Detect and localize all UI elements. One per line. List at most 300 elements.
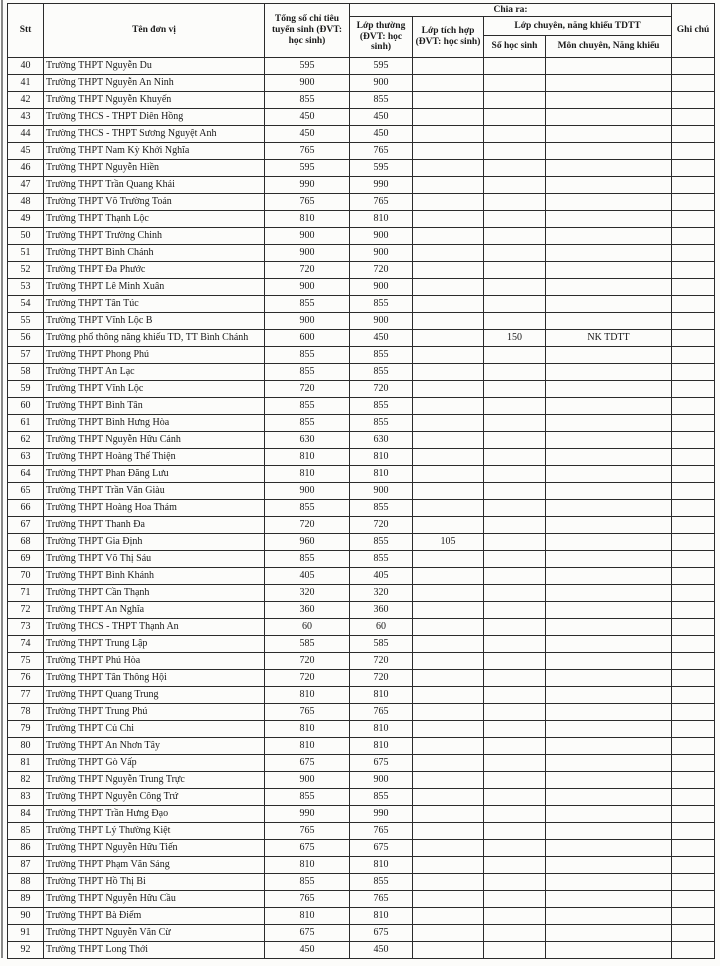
cell-note	[672, 313, 715, 330]
cell-integrated-class-quota	[413, 857, 484, 874]
cell-note	[672, 857, 715, 874]
cell-specialized-subject	[546, 551, 672, 568]
cell-total-quota: 855	[265, 874, 350, 891]
cell-specialized-student-count	[484, 449, 546, 466]
table-row	[8, 551, 715, 568]
cell-integrated-class-quota	[413, 500, 484, 517]
table-row	[8, 891, 715, 908]
cell-integrated-class-quota	[413, 483, 484, 500]
cell-specialized-subject	[546, 568, 672, 585]
cell-school-name: Trường THCS - THPT Thạnh An	[44, 619, 265, 636]
cell-specialized-subject	[546, 279, 672, 296]
cell-specialized-subject	[546, 891, 672, 908]
table-row	[8, 347, 715, 364]
cell-integrated-class-quota	[413, 891, 484, 908]
cell-regular-class-quota: 855	[350, 347, 413, 364]
cell-specialized-student-count	[484, 245, 546, 262]
cell-regular-class-quota: 855	[350, 364, 413, 381]
cell-stt: 49	[8, 211, 44, 228]
table-row	[8, 585, 715, 602]
cell-stt: 74	[8, 636, 44, 653]
table-row	[8, 262, 715, 279]
table-row	[8, 687, 715, 704]
table-row	[8, 279, 715, 296]
cell-specialized-subject	[546, 823, 672, 840]
cell-total-quota: 855	[265, 500, 350, 517]
cell-school-name: Trường THPT Tân Thông Hội	[44, 670, 265, 687]
cell-stt: 85	[8, 823, 44, 840]
cell-specialized-subject	[546, 211, 672, 228]
cell-total-quota: 720	[265, 262, 350, 279]
cell-stt: 70	[8, 568, 44, 585]
cell-integrated-class-quota	[413, 823, 484, 840]
cell-specialized-student-count	[484, 585, 546, 602]
cell-note	[672, 381, 715, 398]
cell-specialized-student-count	[484, 177, 546, 194]
cell-note	[672, 636, 715, 653]
cell-stt: 46	[8, 160, 44, 177]
table-row	[8, 823, 715, 840]
cell-school-name: Trường THPT Bình Chánh	[44, 245, 265, 262]
cell-regular-class-quota: 810	[350, 687, 413, 704]
table-row	[8, 177, 715, 194]
cell-regular-class-quota: 675	[350, 840, 413, 857]
cell-total-quota: 855	[265, 92, 350, 109]
cell-stt: 59	[8, 381, 44, 398]
cell-school-name: Trường THPT Vĩnh Lộc	[44, 381, 265, 398]
cell-integrated-class-quota	[413, 143, 484, 160]
cell-note	[672, 551, 715, 568]
cell-specialized-subject	[546, 228, 672, 245]
table-row	[8, 466, 715, 483]
cell-note	[672, 738, 715, 755]
cell-regular-class-quota: 855	[350, 500, 413, 517]
table-row	[8, 126, 715, 143]
table-row	[8, 143, 715, 160]
cell-stt: 89	[8, 891, 44, 908]
cell-stt: 56	[8, 330, 44, 347]
cell-specialized-subject	[546, 177, 672, 194]
table-row	[8, 449, 715, 466]
cell-school-name: Trường THPT Trung Lập	[44, 636, 265, 653]
cell-total-quota: 360	[265, 602, 350, 619]
cell-total-quota: 585	[265, 636, 350, 653]
cell-school-name: Trường THPT Lê Minh Xuân	[44, 279, 265, 296]
cell-total-quota: 675	[265, 925, 350, 942]
cell-integrated-class-quota	[413, 330, 484, 347]
cell-stt: 53	[8, 279, 44, 296]
cell-regular-class-quota: 810	[350, 721, 413, 738]
cell-note	[672, 177, 715, 194]
table-row	[8, 602, 715, 619]
cell-integrated-class-quota	[413, 738, 484, 755]
cell-note	[672, 517, 715, 534]
cell-school-name: Trường THPT Phong Phú	[44, 347, 265, 364]
cell-regular-class-quota: 900	[350, 245, 413, 262]
cell-total-quota: 810	[265, 721, 350, 738]
cell-specialized-student-count	[484, 704, 546, 721]
cell-regular-class-quota: 990	[350, 806, 413, 823]
cell-note	[672, 568, 715, 585]
cell-specialized-student-count	[484, 687, 546, 704]
cell-stt: 60	[8, 398, 44, 415]
cell-total-quota: 810	[265, 738, 350, 755]
cell-school-name: Trường THPT Gò Vấp	[44, 755, 265, 772]
cell-specialized-subject	[546, 500, 672, 517]
cell-regular-class-quota: 855	[350, 296, 413, 313]
cell-regular-class-quota: 675	[350, 925, 413, 942]
cell-regular-class-quota: 900	[350, 279, 413, 296]
cell-stt: 65	[8, 483, 44, 500]
cell-specialized-student-count	[484, 347, 546, 364]
cell-specialized-student-count	[484, 313, 546, 330]
cell-specialized-subject	[546, 143, 672, 160]
cell-integrated-class-quota	[413, 874, 484, 891]
cell-stt: 76	[8, 670, 44, 687]
cell-note	[672, 806, 715, 823]
col-header-chia-ra: Chia ra:	[350, 4, 672, 17]
cell-stt: 77	[8, 687, 44, 704]
table-row	[8, 534, 715, 551]
cell-specialized-student-count	[484, 670, 546, 687]
cell-total-quota: 855	[265, 398, 350, 415]
cell-integrated-class-quota	[413, 364, 484, 381]
cell-note	[672, 211, 715, 228]
cell-total-quota: 765	[265, 823, 350, 840]
cell-specialized-subject	[546, 347, 672, 364]
cell-total-quota: 320	[265, 585, 350, 602]
table-row	[8, 296, 715, 313]
cell-specialized-subject	[546, 857, 672, 874]
cell-specialized-student-count	[484, 568, 546, 585]
cell-school-name: Trường THCS - THPT Diên Hồng	[44, 109, 265, 126]
cell-stt: 82	[8, 772, 44, 789]
cell-regular-class-quota: 810	[350, 466, 413, 483]
cell-integrated-class-quota	[413, 381, 484, 398]
cell-regular-class-quota: 450	[350, 126, 413, 143]
cell-note	[672, 109, 715, 126]
table-header	[8, 4, 715, 58]
cell-integrated-class-quota	[413, 568, 484, 585]
cell-specialized-student-count	[484, 534, 546, 551]
cell-integrated-class-quota	[413, 704, 484, 721]
cell-total-quota: 990	[265, 806, 350, 823]
table-row	[8, 857, 715, 874]
cell-total-quota: 810	[265, 211, 350, 228]
cell-integrated-class-quota: 105	[413, 534, 484, 551]
cell-regular-class-quota: 900	[350, 772, 413, 789]
cell-total-quota: 900	[265, 483, 350, 500]
cell-note	[672, 432, 715, 449]
cell-school-name: Trường THPT Hoàng Hoa Thám	[44, 500, 265, 517]
cell-stt: 80	[8, 738, 44, 755]
cell-integrated-class-quota	[413, 755, 484, 772]
cell-stt: 72	[8, 602, 44, 619]
cell-regular-class-quota: 595	[350, 58, 413, 75]
cell-total-quota: 600	[265, 330, 350, 347]
cell-note	[672, 908, 715, 925]
cell-total-quota: 855	[265, 551, 350, 568]
cell-specialized-subject	[546, 194, 672, 211]
cell-school-name: Trường THPT An Nghĩa	[44, 602, 265, 619]
cell-specialized-subject	[546, 517, 672, 534]
cell-note	[672, 670, 715, 687]
cell-integrated-class-quota	[413, 262, 484, 279]
cell-school-name: Trường THPT Phạm Văn Sáng	[44, 857, 265, 874]
cell-specialized-student-count	[484, 92, 546, 109]
cell-specialized-student-count	[484, 160, 546, 177]
cell-regular-class-quota: 810	[350, 908, 413, 925]
cell-note	[672, 891, 715, 908]
cell-integrated-class-quota	[413, 517, 484, 534]
cell-school-name: Trường THPT Nguyễn Hiền	[44, 160, 265, 177]
table-row	[8, 432, 715, 449]
cell-regular-class-quota: 810	[350, 211, 413, 228]
cell-specialized-subject	[546, 296, 672, 313]
table-row	[8, 772, 715, 789]
col-header-so-hoc-sinh: Số học sinh	[484, 36, 546, 58]
cell-school-name: Trường THPT Bình Hưng Hòa	[44, 415, 265, 432]
cell-total-quota: 900	[265, 313, 350, 330]
cell-school-name: Trường THPT Nguyễn Du	[44, 58, 265, 75]
cell-specialized-student-count	[484, 517, 546, 534]
cell-note	[672, 789, 715, 806]
cell-specialized-student-count	[484, 109, 546, 126]
cell-specialized-subject	[546, 874, 672, 891]
cell-stt: 91	[8, 925, 44, 942]
cell-specialized-subject	[546, 925, 672, 942]
cell-specialized-student-count	[484, 211, 546, 228]
table-row	[8, 721, 715, 738]
cell-stt: 55	[8, 313, 44, 330]
cell-integrated-class-quota	[413, 772, 484, 789]
cell-total-quota: 960	[265, 534, 350, 551]
cell-school-name: Trường THPT Trần Quang Khải	[44, 177, 265, 194]
table-row	[8, 636, 715, 653]
cell-note	[672, 653, 715, 670]
cell-note	[672, 687, 715, 704]
cell-integrated-class-quota	[413, 789, 484, 806]
cell-school-name: Trường THPT Đa Phước	[44, 262, 265, 279]
cell-school-name: Trường THPT Phú Hòa	[44, 653, 265, 670]
cell-integrated-class-quota	[413, 551, 484, 568]
cell-specialized-subject	[546, 483, 672, 500]
cell-total-quota: 855	[265, 364, 350, 381]
cell-stt: 88	[8, 874, 44, 891]
cell-note	[672, 194, 715, 211]
cell-integrated-class-quota	[413, 636, 484, 653]
cell-total-quota: 810	[265, 857, 350, 874]
cell-stt: 40	[8, 58, 44, 75]
cell-regular-class-quota: 855	[350, 874, 413, 891]
cell-specialized-subject	[546, 449, 672, 466]
cell-total-quota: 900	[265, 75, 350, 92]
cell-school-name: Trường THPT Nguyễn Khuyến	[44, 92, 265, 109]
col-header-ghi-chu: Ghi chú	[672, 4, 715, 58]
cell-specialized-student-count	[484, 653, 546, 670]
table-row	[8, 245, 715, 262]
cell-integrated-class-quota	[413, 228, 484, 245]
cell-regular-class-quota: 810	[350, 449, 413, 466]
cell-regular-class-quota: 720	[350, 670, 413, 687]
table-row	[8, 58, 715, 75]
cell-school-name: Trường THPT Nam Kỳ Khởi Nghĩa	[44, 143, 265, 160]
cell-regular-class-quota: 765	[350, 704, 413, 721]
cell-school-name: Trường THPT Bình Khánh	[44, 568, 265, 585]
cell-specialized-student-count	[484, 296, 546, 313]
cell-stt: 78	[8, 704, 44, 721]
cell-note	[672, 942, 715, 959]
cell-school-name: Trường THPT Bình Tân	[44, 398, 265, 415]
cell-stt: 73	[8, 619, 44, 636]
table-row	[8, 75, 715, 92]
cell-regular-class-quota: 720	[350, 262, 413, 279]
cell-note	[672, 75, 715, 92]
cell-integrated-class-quota	[413, 398, 484, 415]
cell-integrated-class-quota	[413, 585, 484, 602]
cell-school-name: Trường THPT Võ Thị Sáu	[44, 551, 265, 568]
table-row	[8, 364, 715, 381]
cell-specialized-student-count	[484, 823, 546, 840]
cell-note	[672, 874, 715, 891]
cell-integrated-class-quota	[413, 347, 484, 364]
cell-regular-class-quota: 585	[350, 636, 413, 653]
cell-total-quota: 675	[265, 755, 350, 772]
table-row	[8, 738, 715, 755]
cell-stt: 79	[8, 721, 44, 738]
cell-school-name: Trường THPT Trần Văn Giàu	[44, 483, 265, 500]
cell-school-name: Trường THPT Nguyễn Hữu Cầu	[44, 891, 265, 908]
cell-specialized-subject	[546, 398, 672, 415]
cell-stt: 54	[8, 296, 44, 313]
cell-school-name: Trường THPT An Lạc	[44, 364, 265, 381]
cell-specialized-student-count	[484, 432, 546, 449]
cell-regular-class-quota: 855	[350, 789, 413, 806]
cell-specialized-subject	[546, 381, 672, 398]
cell-total-quota: 405	[265, 568, 350, 585]
table-row	[8, 211, 715, 228]
cell-note	[672, 840, 715, 857]
table-row	[8, 942, 715, 959]
cell-specialized-subject	[546, 840, 672, 857]
cell-total-quota: 810	[265, 466, 350, 483]
cell-specialized-student-count	[484, 789, 546, 806]
cell-regular-class-quota: 360	[350, 602, 413, 619]
cell-specialized-student-count: 150	[484, 330, 546, 347]
cell-stt: 67	[8, 517, 44, 534]
cell-regular-class-quota: 900	[350, 228, 413, 245]
cell-specialized-student-count	[484, 857, 546, 874]
cell-integrated-class-quota	[413, 211, 484, 228]
cell-note	[672, 228, 715, 245]
cell-regular-class-quota: 990	[350, 177, 413, 194]
cell-regular-class-quota: 595	[350, 160, 413, 177]
cell-total-quota: 595	[265, 160, 350, 177]
cell-regular-class-quota: 810	[350, 738, 413, 755]
col-header-ten-don-vi: Tên đơn vị	[44, 4, 265, 58]
cell-school-name: Trường THPT Vĩnh Lộc B	[44, 313, 265, 330]
cell-specialized-subject	[546, 245, 672, 262]
cell-school-name: Trường THPT Trần Hưng Đạo	[44, 806, 265, 823]
cell-specialized-subject	[546, 92, 672, 109]
cell-specialized-student-count	[484, 908, 546, 925]
cell-integrated-class-quota	[413, 687, 484, 704]
cell-total-quota: 450	[265, 126, 350, 143]
cell-specialized-subject	[546, 313, 672, 330]
cell-note	[672, 704, 715, 721]
cell-specialized-student-count	[484, 602, 546, 619]
cell-integrated-class-quota	[413, 670, 484, 687]
cell-specialized-subject: NK TDTT	[546, 330, 672, 347]
col-header-tong-so-chi-tieu: Tổng số chỉ tiêu tuyển sinh (ĐVT: học sinh)	[265, 4, 350, 58]
cell-regular-class-quota: 450	[350, 942, 413, 959]
table-row	[8, 500, 715, 517]
table-row	[8, 92, 715, 109]
cell-stt: 50	[8, 228, 44, 245]
cell-total-quota: 810	[265, 908, 350, 925]
col-header-stt: Stt	[8, 4, 44, 58]
cell-specialized-student-count	[484, 925, 546, 942]
cell-total-quota: 675	[265, 840, 350, 857]
cell-regular-class-quota: 720	[350, 381, 413, 398]
cell-note	[672, 262, 715, 279]
cell-integrated-class-quota	[413, 653, 484, 670]
cell-specialized-subject	[546, 670, 672, 687]
cell-note	[672, 364, 715, 381]
cell-note	[672, 466, 715, 483]
cell-total-quota: 630	[265, 432, 350, 449]
cell-integrated-class-quota	[413, 160, 484, 177]
cell-specialized-subject	[546, 806, 672, 823]
cell-integrated-class-quota	[413, 415, 484, 432]
cell-stt: 45	[8, 143, 44, 160]
cell-specialized-student-count	[484, 636, 546, 653]
cell-school-name: Trường THPT Long Thới	[44, 942, 265, 959]
cell-school-name: Trường THPT Thạnh Lộc	[44, 211, 265, 228]
cell-stt: 64	[8, 466, 44, 483]
cell-specialized-subject	[546, 466, 672, 483]
cell-specialized-student-count	[484, 143, 546, 160]
cell-regular-class-quota: 720	[350, 653, 413, 670]
cell-school-name: Trường THPT Hoàng Thế Thiện	[44, 449, 265, 466]
cell-total-quota: 720	[265, 653, 350, 670]
cell-stt: 84	[8, 806, 44, 823]
cell-stt: 57	[8, 347, 44, 364]
cell-specialized-subject	[546, 602, 672, 619]
cell-regular-class-quota: 900	[350, 313, 413, 330]
col-header-lop-thuong: Lớp thường (ĐVT: học sinh)	[350, 17, 413, 58]
cell-regular-class-quota: 60	[350, 619, 413, 636]
table-row	[8, 806, 715, 823]
cell-note	[672, 143, 715, 160]
cell-total-quota: 990	[265, 177, 350, 194]
cell-stt: 90	[8, 908, 44, 925]
table-row	[8, 330, 715, 347]
cell-note	[672, 602, 715, 619]
cell-specialized-student-count	[484, 194, 546, 211]
scan-edge-artifact	[1, 0, 3, 958]
cell-specialized-student-count	[484, 466, 546, 483]
cell-specialized-student-count	[484, 840, 546, 857]
cell-note	[672, 415, 715, 432]
cell-regular-class-quota: 765	[350, 143, 413, 160]
cell-stt: 43	[8, 109, 44, 126]
cell-regular-class-quota: 720	[350, 517, 413, 534]
cell-integrated-class-quota	[413, 279, 484, 296]
cell-integrated-class-quota	[413, 296, 484, 313]
table-row	[8, 160, 715, 177]
cell-regular-class-quota: 855	[350, 398, 413, 415]
